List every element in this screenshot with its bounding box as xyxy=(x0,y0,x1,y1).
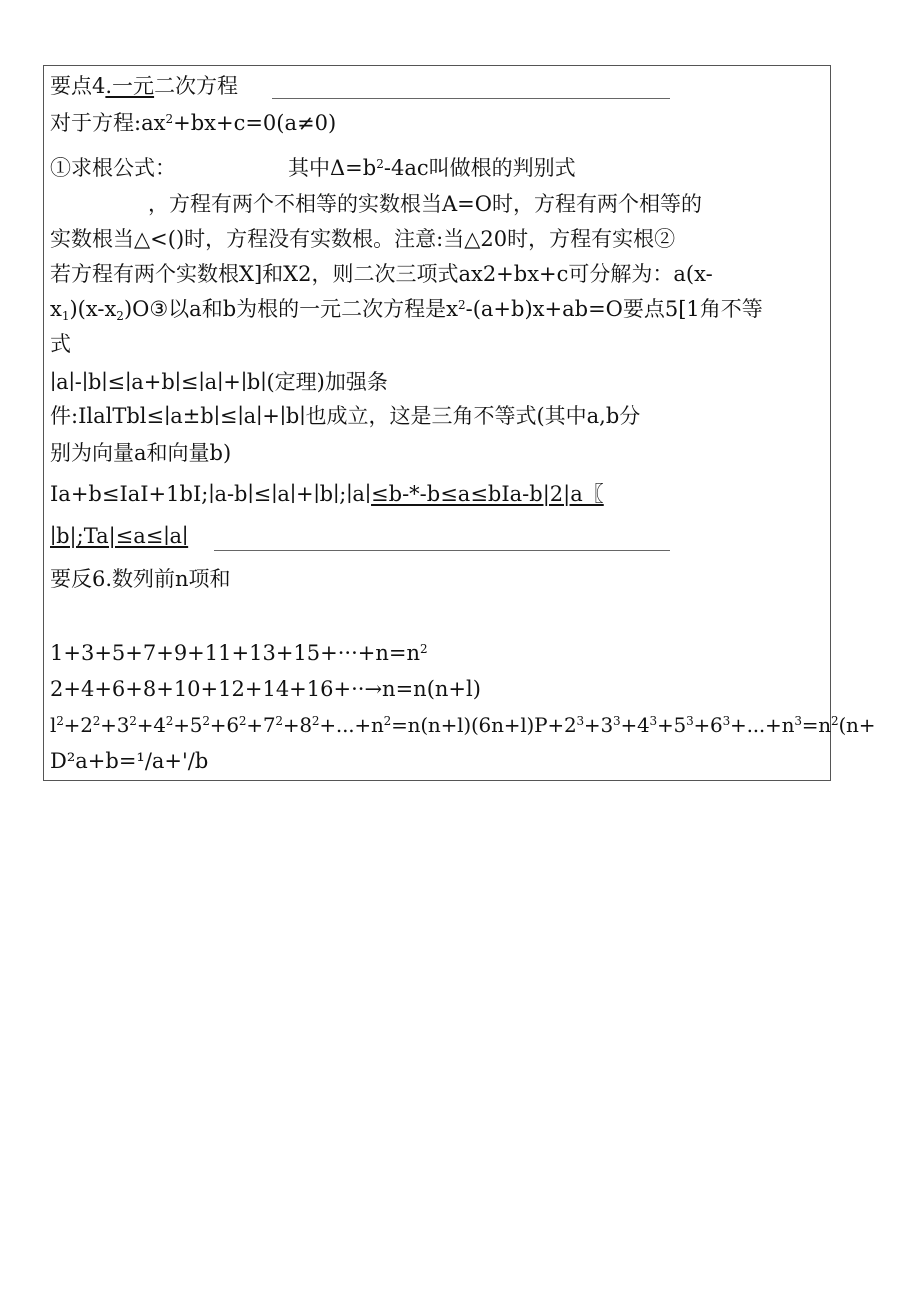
t: +2 xyxy=(63,713,93,737)
t-sub: 1 xyxy=(61,309,70,323)
t: +7 xyxy=(246,713,276,737)
text-line: 若方程有两个实数根X]和X2，则二次三项式ax2+bx+c可分解为：a(x- xyxy=(50,262,713,286)
text-line: 件:IlalTbl≤∣a±b∣≤∣a∣+∣b∣也成立，这是三角不等式(其中a,b分 xyxy=(50,404,641,428)
t-sup: 2 xyxy=(420,642,428,656)
t-sup: 2 xyxy=(92,714,101,728)
t: +...+n xyxy=(319,713,384,737)
heading-point-4 xyxy=(50,72,238,100)
t-sup: 2 xyxy=(275,714,283,728)
heading-label: 要点4 xyxy=(50,74,106,98)
discriminant-sup: 2 xyxy=(376,157,384,171)
t: +3 xyxy=(583,713,613,737)
heading-rule xyxy=(272,98,670,99)
t: x xyxy=(50,297,62,321)
t: )(x-x xyxy=(69,297,117,321)
t: +3 xyxy=(100,713,130,737)
heading-point-6: 要反6.数列前n项和 xyxy=(50,567,231,591)
text-line: 式 xyxy=(50,332,71,356)
text-line xyxy=(50,295,763,323)
text-line-4: ，方程有两个不相等的实数根当A=O时，方程有两个相等的 xyxy=(148,192,702,216)
sum-formula-line xyxy=(50,711,875,739)
t-sup: 3 xyxy=(576,714,584,728)
t-sup: 2 xyxy=(165,714,174,728)
t-sup: 2 xyxy=(238,714,247,728)
inequality-line xyxy=(50,522,188,550)
t-sup: 2 xyxy=(202,714,210,728)
root-formula-line xyxy=(50,154,576,182)
triangle-inequality-line: ∣a∣-∣b∣≤∣a+b∣≤∣a∣+∣b∣(定理)加强条 xyxy=(50,370,388,394)
t: +4 xyxy=(136,713,166,737)
inequality-rule xyxy=(214,550,670,551)
sum-formula-line: 2+4+6+8+10+12+14+16+··→n=n(n+l) xyxy=(50,677,481,701)
inequality-line xyxy=(50,480,604,508)
t: +...+n xyxy=(730,713,795,737)
t-underlined: ≤b-*-b≤a≤bIa-b|2|a〖 xyxy=(371,482,604,506)
t-sup: 2 xyxy=(383,714,392,728)
t-sup: 2 xyxy=(311,714,320,728)
discriminant-rest: -4ac叫做根的判别式 xyxy=(383,156,576,180)
equation-text: 对于方程:ax xyxy=(50,111,166,135)
t: +4 xyxy=(620,713,650,737)
t: =n xyxy=(801,713,831,737)
t-sub: 2 xyxy=(116,309,124,323)
text-line: 实数根当△<()时，方程没有实数根。注意:当△20时，方程有实根② xyxy=(50,227,676,251)
t-sup: 2 xyxy=(831,714,839,728)
t: +5 xyxy=(656,713,687,737)
t: +6 xyxy=(693,713,723,737)
equation-line xyxy=(50,109,336,137)
t-underlined: ∣b|;Ta|≤a≤∣a∣ xyxy=(50,524,189,548)
text-line: 别为向量a和向量b) xyxy=(50,441,232,465)
t: +8 xyxy=(282,713,312,737)
t-sup: 3 xyxy=(613,714,621,728)
t: l xyxy=(50,713,57,737)
root-formula-label: ①求根公式： xyxy=(50,156,176,180)
equation-rest: +bx+c=0(a≠0) xyxy=(173,111,337,135)
t: Ia+b≤IaI+1bI;∣a-b∣≤∣a∣+∣b∣;∣a∣ xyxy=(50,482,372,506)
t: =n(n+l)(6n+l)P+2 xyxy=(391,713,577,737)
t-sup: 2 xyxy=(56,714,64,728)
sum-formula-line xyxy=(50,639,428,667)
t-sup: 3 xyxy=(794,714,802,728)
t: (n+ xyxy=(838,713,876,737)
discriminant-text: 其中Δ=b xyxy=(288,156,377,180)
t-sup: 2 xyxy=(129,714,137,728)
heading-underlined: .一元 xyxy=(105,74,155,98)
t: 1+3+5+7+9+11+13+15+···+n=n xyxy=(50,641,421,665)
t-sup: 3 xyxy=(649,714,657,728)
t-sup: 2 xyxy=(457,298,466,312)
t: )O③以a和b为根的一元二次方程是x xyxy=(123,297,458,321)
content-box xyxy=(43,65,876,781)
t: +5 xyxy=(173,713,203,737)
heading-title: 二次方程 xyxy=(154,74,239,98)
t-sup: 3 xyxy=(686,714,694,728)
t: -(a+b)x+ab=O要点5[1角不等 xyxy=(465,297,763,321)
t: +6 xyxy=(209,713,239,737)
t-sup: 3 xyxy=(722,714,731,728)
equation-sup: 2 xyxy=(165,112,174,126)
text-line xyxy=(50,190,702,218)
sum-formula-line: D²a+b=¹/a+'/b xyxy=(50,749,209,773)
